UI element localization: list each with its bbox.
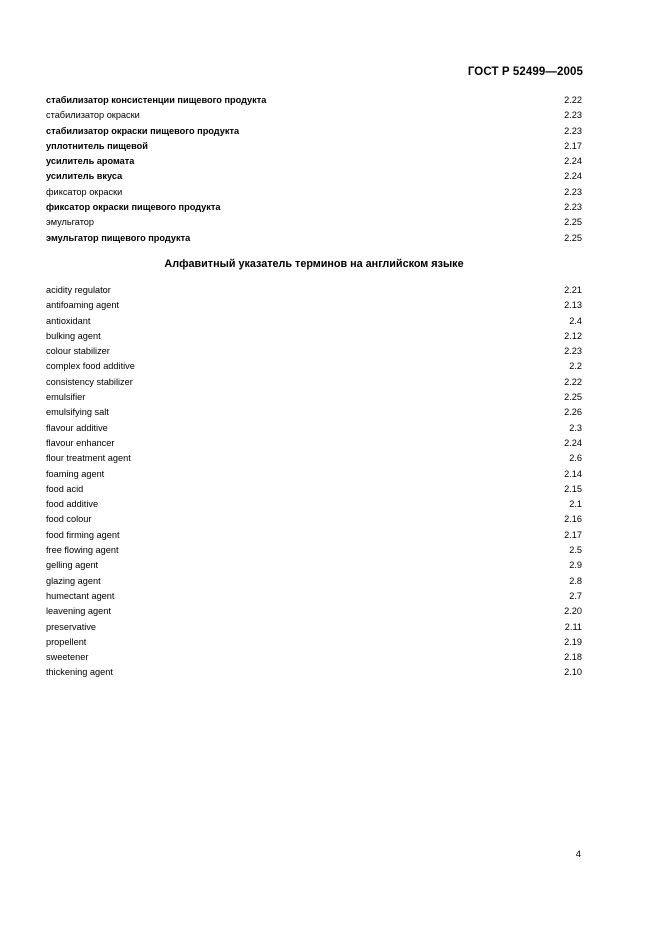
index-row (46, 314, 582, 329)
index-row (46, 215, 582, 230)
index-term: стабилизатор консистенции пищевого продукта (46, 95, 267, 105)
index-row (46, 93, 582, 108)
index-reference: 2.23 (564, 186, 582, 197)
index-reference: 2.10 (564, 667, 582, 678)
index-term: sweetener (46, 652, 89, 663)
index-term: consistency stabilizer (46, 376, 133, 387)
index-row (46, 558, 582, 573)
document-code: ГОСТ Р 52499—2005 (467, 66, 583, 78)
index-term: food firming agent (46, 529, 120, 540)
index-term: food acid (46, 483, 84, 494)
index-term: стабилизатор окраски пищевого продукта (46, 125, 240, 136)
index-row (46, 650, 582, 665)
index-reference: 2.17 (564, 140, 582, 151)
index-term: emulsifier (46, 392, 86, 403)
index-reference: 2.23 (564, 125, 582, 136)
index-reference: 2.19 (564, 636, 582, 647)
index-term: humectant agent (46, 590, 115, 601)
index-reference: 2.4 (569, 315, 582, 326)
index-reference: 2.23 (564, 202, 582, 213)
index-term: gelling agent (46, 560, 99, 571)
index-reference: 2.16 (564, 514, 582, 525)
index-term: colour stabilizer (46, 346, 110, 357)
index-reference: 2.23 (564, 110, 582, 121)
index-reference: 2.24 (564, 437, 582, 448)
index-row (46, 635, 582, 650)
index-reference: 2.17 (564, 529, 582, 540)
index-reference: 2.22 (564, 95, 582, 105)
index-reference: 2.20 (564, 606, 582, 617)
index-term: preservative (46, 621, 97, 632)
index-term: food colour (46, 514, 92, 525)
index-reference: 2.25 (564, 217, 582, 228)
index-reference: 2.13 (564, 300, 582, 311)
index-term: thickening agent (46, 667, 113, 678)
index-row (46, 604, 582, 619)
index-row (46, 298, 582, 313)
index-row (46, 139, 582, 154)
index-reference: 2.25 (564, 232, 582, 243)
index-reference: 2.11 (564, 621, 582, 632)
index-reference: 2.6 (569, 453, 582, 464)
index-reference: 2.12 (564, 330, 582, 341)
index-row (46, 665, 582, 680)
index-reference: 2.24 (564, 171, 582, 182)
index-term: фиксатор окраски (46, 186, 123, 197)
index-reference: 2.21 (564, 285, 582, 295)
index-reference: 2.8 (569, 575, 582, 586)
index-row (46, 375, 582, 390)
index-term: усилитель аромата (46, 156, 135, 167)
index-row (46, 512, 582, 527)
index-reference: 2.9 (569, 560, 582, 571)
index-reference: 2.5 (569, 545, 582, 556)
index-term: эмульгатор (46, 217, 95, 228)
index-term: уплотнитель пищевой (46, 140, 148, 151)
index-row (46, 543, 582, 558)
index-reference: 2.24 (564, 156, 582, 167)
index-reference: 2.3 (569, 422, 582, 433)
index-term: foaming agent (46, 468, 105, 479)
english-term-index (46, 283, 582, 681)
index-row (46, 231, 582, 246)
index-term: propellent (46, 636, 87, 647)
index-row (46, 482, 582, 497)
index-row (46, 421, 582, 436)
index-row (46, 283, 582, 298)
index-term: antioxidant (46, 315, 91, 326)
index-term: leavening agent (46, 606, 111, 617)
index-row (46, 574, 582, 589)
index-term: food additive (46, 499, 99, 510)
index-reference: 2.1 (569, 499, 582, 510)
index-row (46, 108, 582, 123)
index-term: glazing agent (46, 575, 101, 586)
index-row (46, 390, 582, 405)
index-reference: 2.15 (564, 483, 582, 494)
index-row (46, 344, 582, 359)
index-term: antifoaming agent (46, 300, 120, 311)
index-term: flavour additive (46, 422, 108, 433)
index-term: free flowing agent (46, 545, 119, 556)
index-term: complex food additive (46, 361, 135, 372)
index-row (46, 124, 582, 139)
index-row (46, 329, 582, 344)
index-reference: 2.25 (564, 392, 582, 403)
index-term: фиксатор окраски пищевого продукта (46, 202, 221, 213)
index-row (46, 169, 582, 184)
index-reference: 2.22 (564, 376, 582, 387)
index-row (46, 185, 582, 200)
index-term: flour treatment agent (46, 453, 131, 464)
index-term: acidity regulator (46, 285, 111, 295)
index-row (46, 359, 582, 374)
index-row (46, 528, 582, 543)
index-row (46, 467, 582, 482)
index-term: усилитель вкуса (46, 171, 123, 182)
index-reference: 2.7 (569, 590, 582, 601)
index-row (46, 620, 582, 635)
index-row (46, 154, 582, 169)
section-heading: Алфавитный указатель терминов на английском языке (164, 258, 464, 270)
index-row (46, 436, 582, 451)
index-row (46, 451, 582, 466)
index-row (46, 589, 582, 604)
index-row (46, 200, 582, 215)
index-term: flavour enhancer (46, 437, 115, 448)
index-reference: 2.18 (564, 652, 582, 663)
page-number: 4 (575, 849, 581, 860)
index-reference: 2.26 (564, 407, 582, 418)
index-row (46, 497, 582, 512)
index-term: эмульгатор пищевого продукта (46, 232, 191, 243)
index-reference: 2.2 (569, 361, 582, 372)
index-reference: 2.14 (564, 468, 582, 479)
index-row (46, 405, 582, 420)
russian-term-index (46, 93, 582, 246)
index-reference: 2.23 (564, 346, 582, 357)
index-term: emulsifying salt (46, 407, 109, 418)
index-term: bulking agent (46, 330, 101, 341)
index-term: стабилизатор окраски (46, 110, 140, 121)
